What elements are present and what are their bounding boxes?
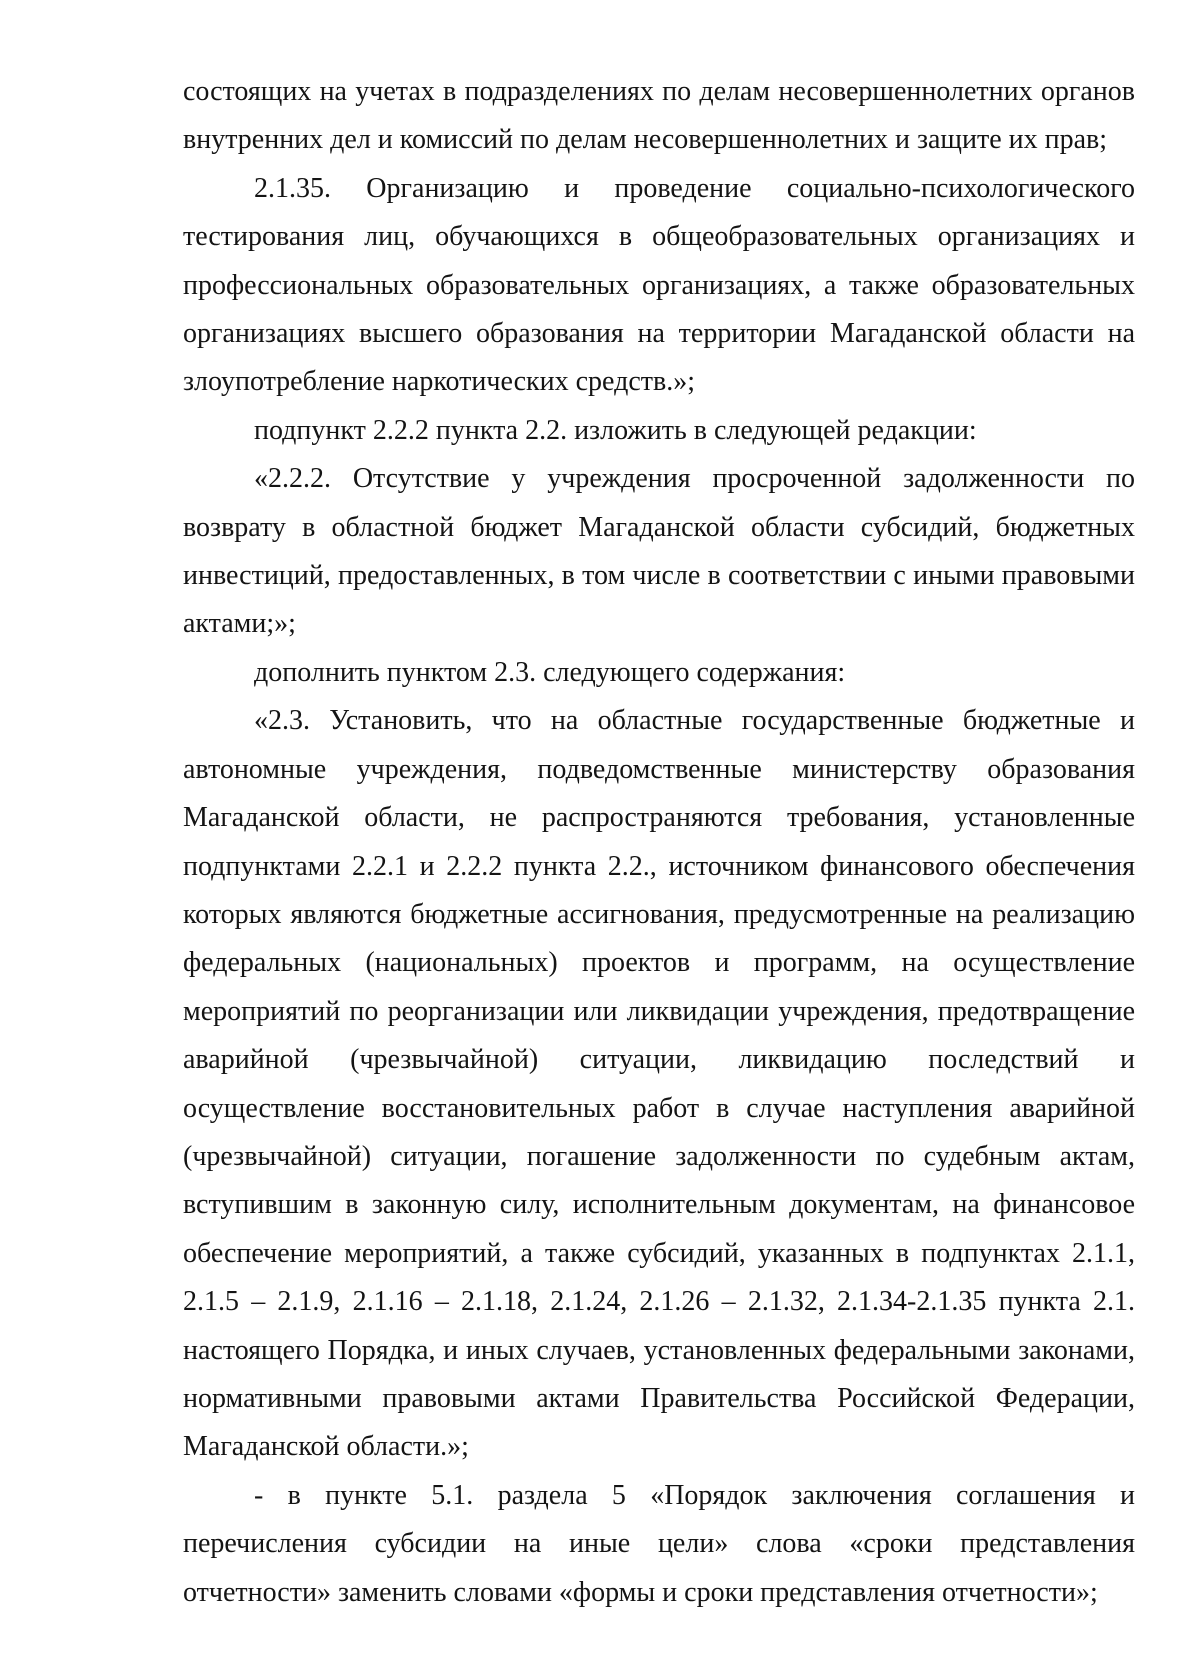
paragraph-item-2-3: «2.3. Установить, что на областные государственные бюджетные и автономные учреждения, подведомственные министерству образования Магаданской области, не распространяются требования, установленные подпунктами 2.2.1 и 2.2.2 пункта 2.2., источником финансового обеспечения которых являются бюджетные ассигнования, предусмотренные на реализацию федеральных (национальных) проектов и программ, на осуществление мероприятий по реорганизации или ликвидации учреждения, предотвращение аварийной (чрезвычайной) ситуации, ликвидацию последствий и осуществление восстановительных работ в случае наступления аварийной (чрезвычайной) ситуации, погашение задолженности по судебным актам, вступившим в законную силу, исполнительным документам, на финансовое обеспечение мероприятий, а также субсидий, указанных в подпунктах 2.1.1, 2.1.5 – 2.1.9, 2.1.16 – 2.1.18, 2.1.24, 2.1.26 – 2.1.32, 2.1.34-2.1.35 пункта 2.1. настоящего Порядка, и иных случаев, установленных федеральными законами, нормативными правовыми актами Правительства Российской Федерации, Магаданской области.»; bbox=[183, 705, 1135, 1463]
paragraph-item-5-1: - в пункте 5.1. раздела 5 «Порядок заключения соглашения и перечисления субсидии на иные цели» слова «сроки представления отчетности» заменить словами «формы и сроки представления отчетности»; bbox=[183, 1479, 1135, 1608]
paragraph-item-2-1-35: 2.1.35. Организацию и проведение социально-психологического тестирования лиц, обучающихся в общеобразовательных организациях и профессиональных образовательных организациях, а также образовательных организациях высшего образования на территории Магаданской области на злоупотребление наркотических средств.»; bbox=[183, 172, 1135, 398]
paragraph-item-2-2-2: «2.2.2. Отсутствие у учреждения просроченной задолженности по возврату в областной бюджет Магаданской области субсидий, бюджетных инвестиций, предоставленных, в том числе в соответствии с иными правовыми актами;»; bbox=[183, 463, 1135, 640]
paragraph-add-2-3: дополнить пунктом 2.3. следующего содержания: bbox=[254, 656, 846, 688]
document-body bbox=[183, 68, 1135, 1617]
paragraph-continuation: состоящих на учетах в подразделениях по делам несовершеннолетних органов внутренних дел и комиссий по делам несовершеннолетних и защите их прав; bbox=[183, 76, 1135, 156]
paragraph-amend-2-2-2: подпункт 2.2.2 пункта 2.2. изложить в следующей редакции: bbox=[254, 414, 977, 446]
